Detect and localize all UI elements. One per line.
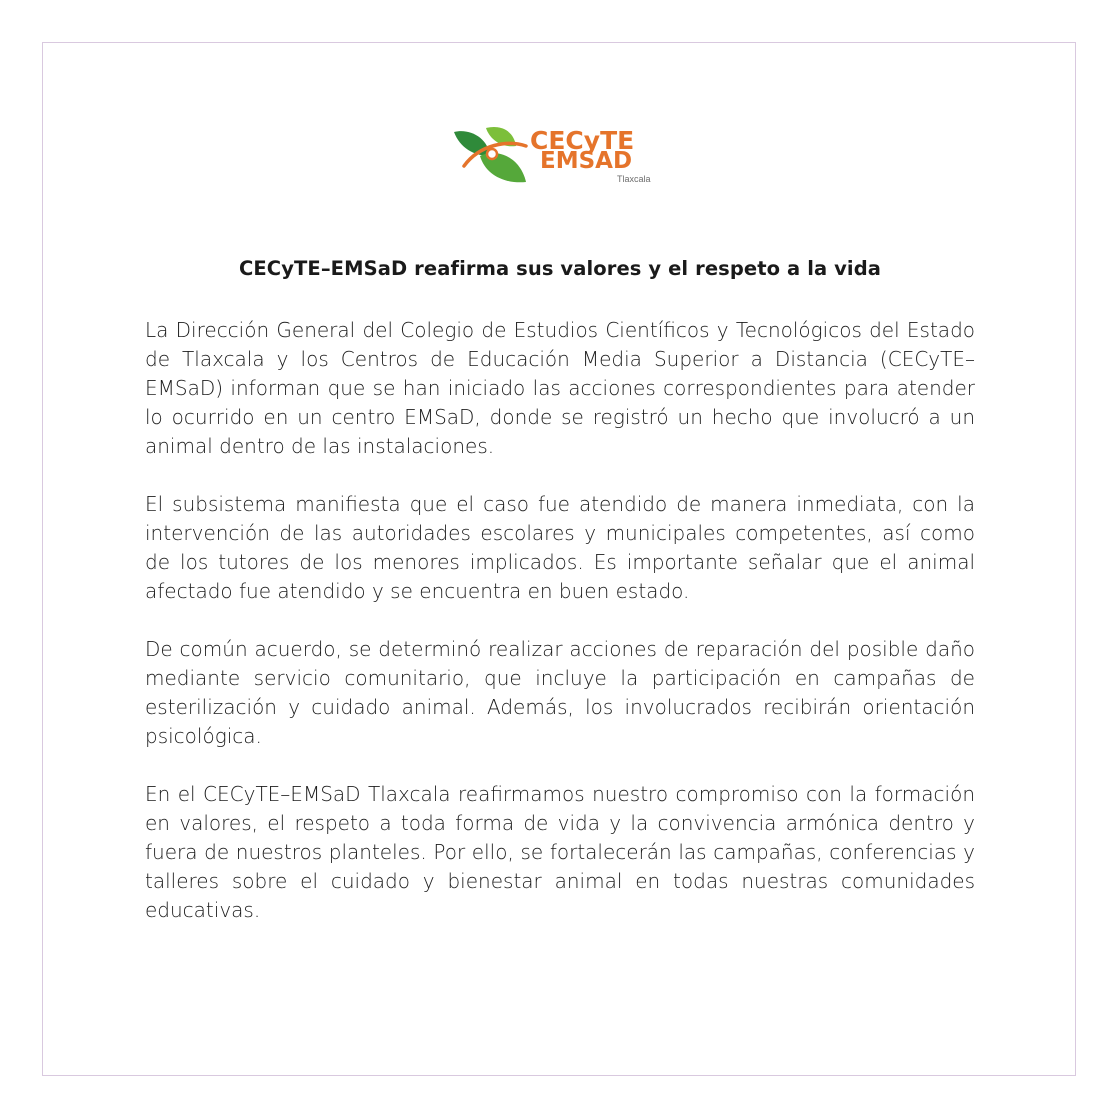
paragraph-2: El subsistema manifiesta que el caso fue atendido de manera inmediata, con la intervención de las autoridades escolares y municipales competentes, así como de los tutores de los menores implicados. Es importante señalar que el animal afectado fue atendido y se encuentra en buen estado. [145,492,975,603]
institution-logo [450,122,672,188]
paragraph-1: La Dirección General del Colegio de Estudios Científicos y Tecnológicos del Estado de Tlaxcala y los Centros de Educación Media Superior a Distancia (CECyTE–EMSaD) informan que se han iniciado las acciones correspondientes para atender lo ocurrido en un centro EMSaD, donde se registró un hecho que involucró a un animal dentro de las instalaciones. [145,318,975,458]
paragraph-4: En el CECyTE–EMSaD Tlaxcala reafirmamos nuestro compromiso con la formación en valores, el respeto a toda forma de vida y la convivencia armónica dentro y fuera de nuestros planteles. Por ello, se fortalecerán las campañas, conferencias y talleres sobre el cuidado y bienestar animal en todas nuestras comunidades educativas. [145,782,975,922]
document-title: CECyTE–EMSaD reafirma sus valores y el respeto a la vida [238,257,882,280]
logo-text-tlaxcala: Tlaxcala [617,174,651,184]
logo-text-cecyte: CECyTE [530,126,635,155]
paragraph-3: De común acuerdo, se determinó realizar acciones de reparación del posible daño mediante servicio comunitario, que incluye la participación en campañas de esterilización y cuidado animal. Además, los involucrados recibirán orientación psicológica. [145,637,975,748]
document-body [145,316,975,954]
logo-text-emsad: EMSAD [540,148,633,174]
leaf-globe-icon [450,122,532,188]
